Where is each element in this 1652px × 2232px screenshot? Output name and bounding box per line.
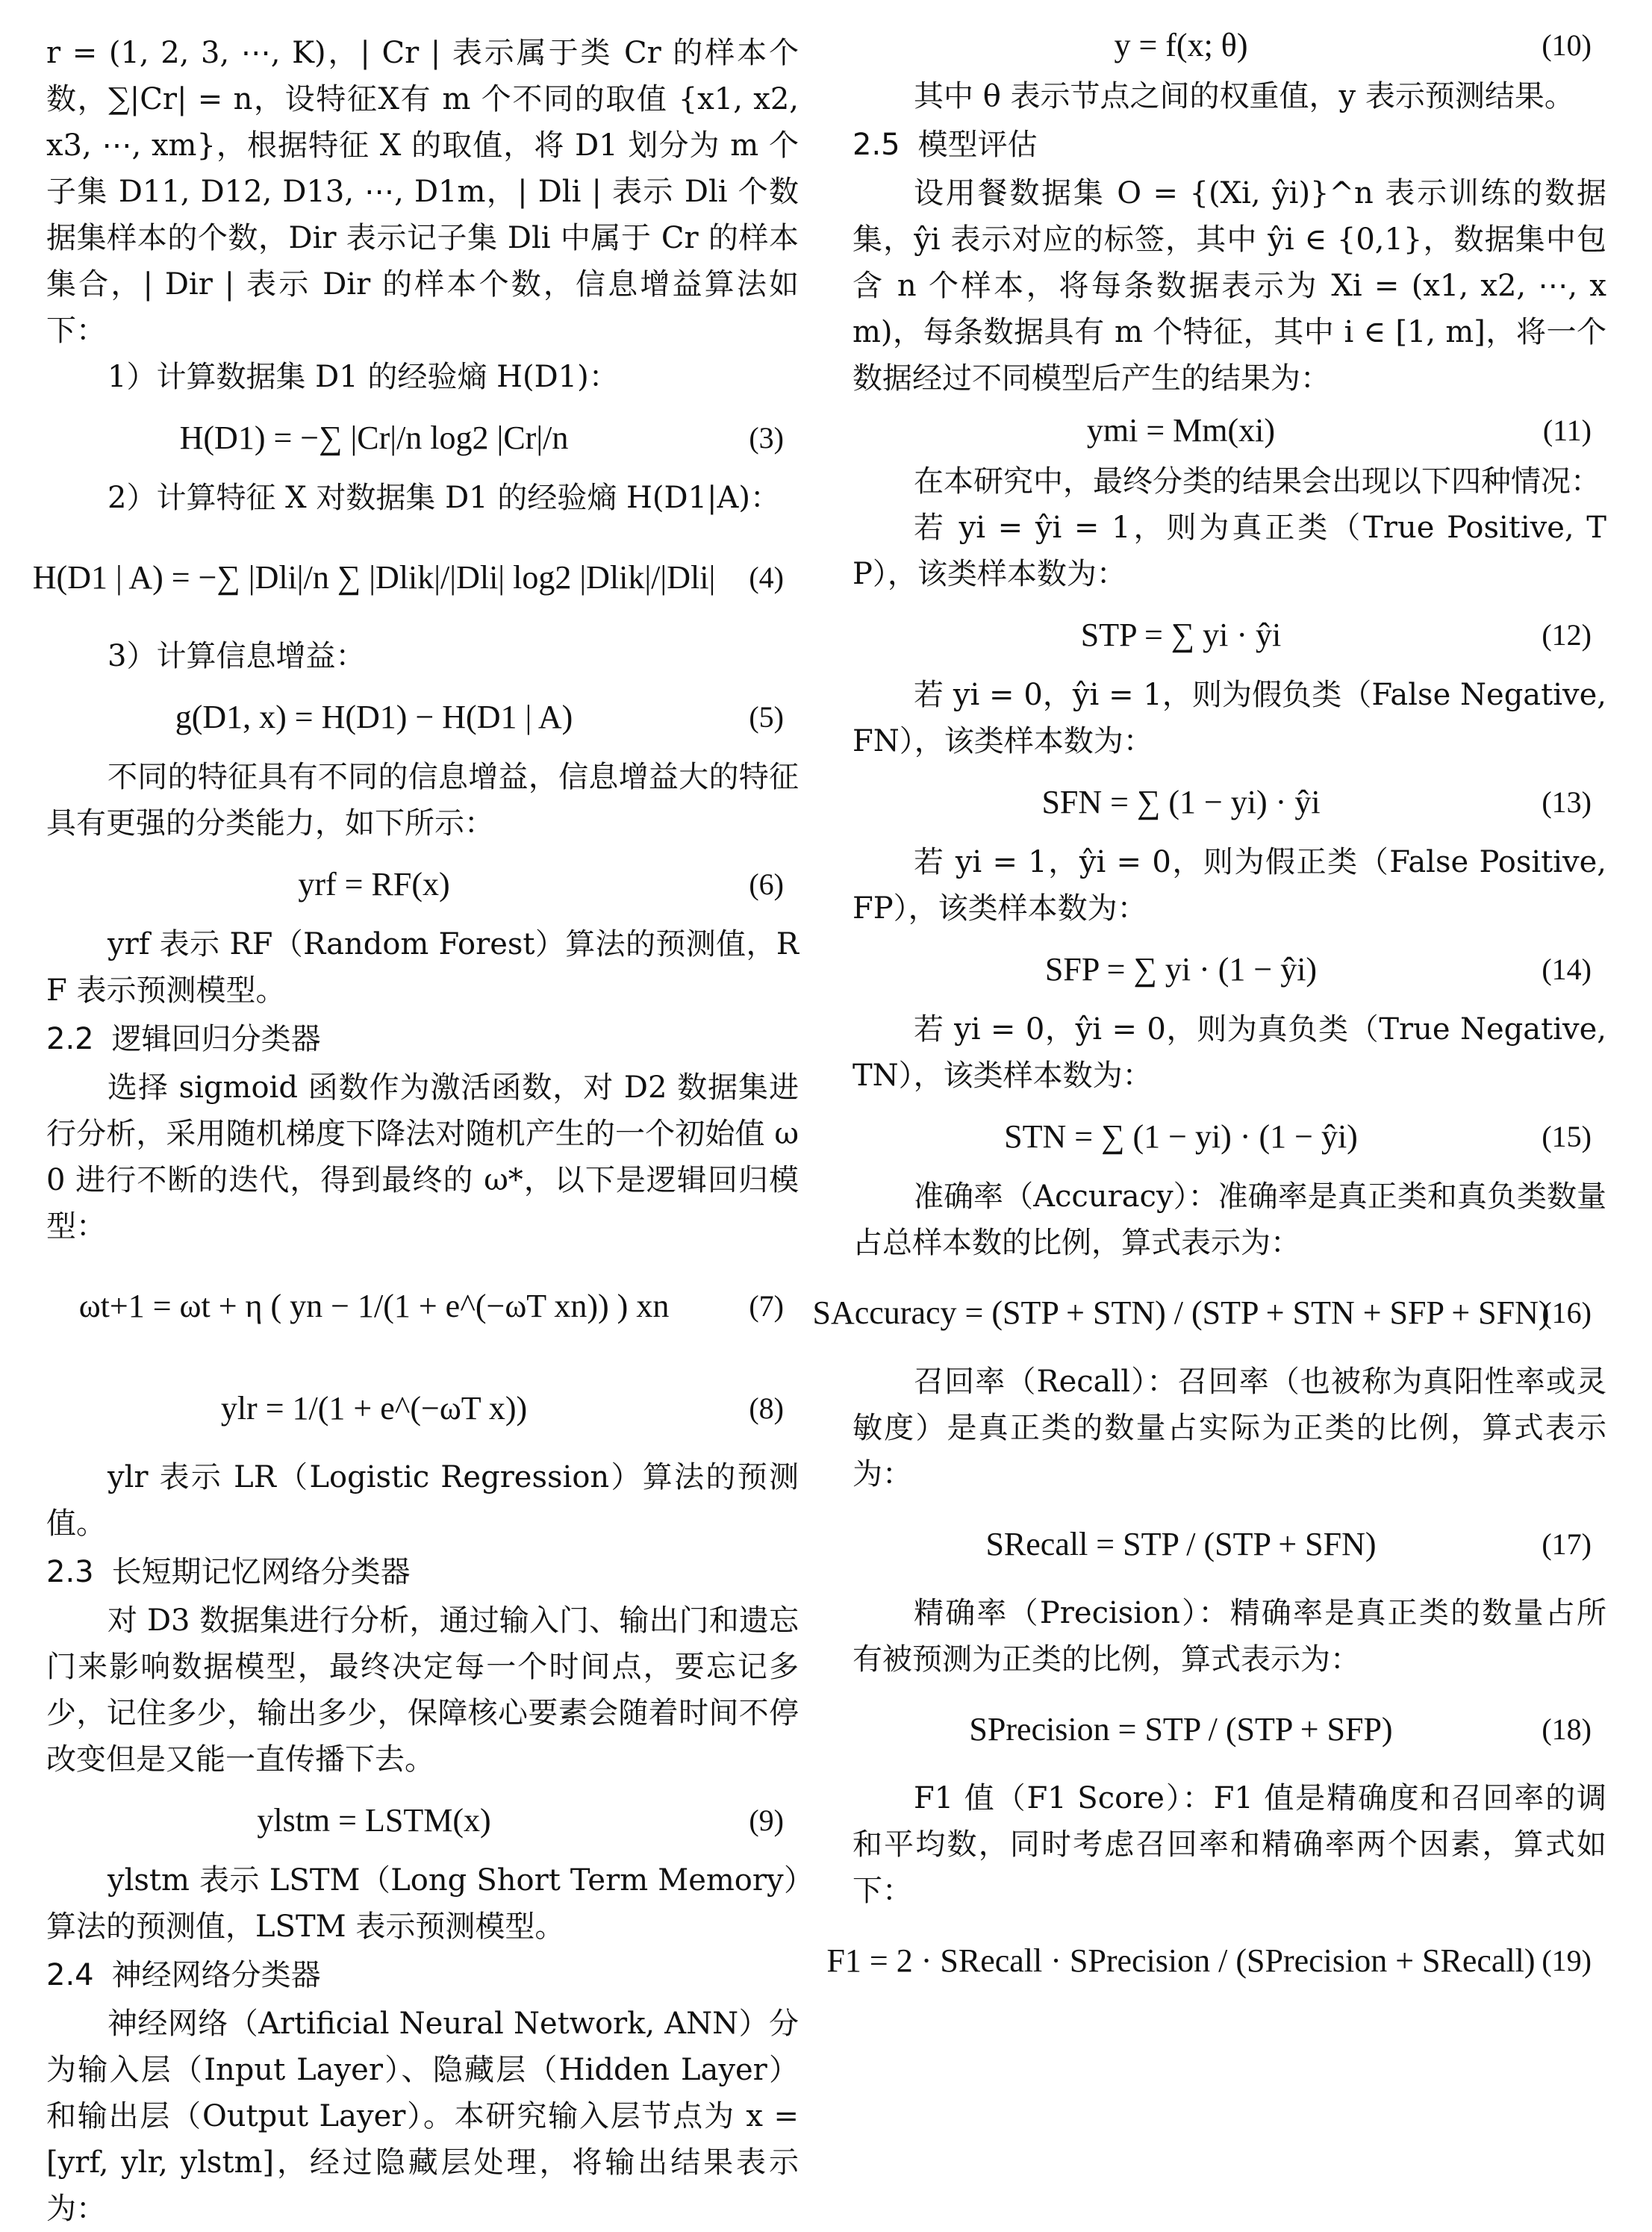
equation-19 (826, 1914, 1606, 2007)
section-number: 2.3 (46, 1555, 94, 1589)
equation-16-number: (16) (1542, 1295, 1592, 1329)
step-3: 3）计算信息增益： (107, 639, 366, 673)
lstm-description: ylstm 表示 LSTM（Long Short Term Memory）算法的预测值，LSTM 表示预测模型。 (46, 1863, 799, 1944)
equation-16-expr: SAccuracy = (STP + STN) / (STP + STN + SFP + SFN) (812, 1294, 1550, 1331)
equation-12-expr: STP = ∑ yi · ŷi (1080, 616, 1282, 653)
equation-3-expr: H(D1) = −∑ |Cr|/n log2 |Cr|/n (179, 419, 569, 456)
fn-paragraph: 若 yi = 0，ŷi = 1，则为假负类（False Negative, FN），该类样本数为： (853, 678, 1606, 758)
left-column (32, 30, 799, 2232)
section-title: 模型评估 (917, 128, 1038, 162)
equation-11-expr: ymi = Mm(xi) (1086, 411, 1276, 449)
equation-9-number: (9) (749, 1803, 784, 1837)
equation-15-expr: STN = ∑ (1 − yi) · (1 − ŷi) (1004, 1117, 1358, 1155)
equation-14-expr: SFP = ∑ yi · (1 − ŷi) (1044, 950, 1318, 988)
equation-3-number: (3) (749, 420, 784, 455)
step-1: 1）计算数据集 D1 的经验熵 H(D1)： (107, 360, 619, 394)
equation-17 (853, 1497, 1606, 1590)
step-2: 2）计算特征 X 对数据集 D1 的经验熵 H(D1|A)： (107, 481, 780, 515)
equation-12 (853, 597, 1606, 672)
equation-18-expr: SPrecision = STP / (STP + SFP) (969, 1710, 1393, 1748)
section-2-3-heading (46, 1548, 799, 1596)
equation-17-expr: SRecall = STP / (STP + SFN) (985, 1525, 1377, 1562)
equation-4-number: (4) (749, 560, 784, 594)
equation-8 (46, 1362, 799, 1454)
f1-paragraph: F1 值（F1 Score）：F1 值是精确度和召回率的调和平均数，同时考虑召回率和精确率两个因素，算式如下： (853, 1781, 1606, 1908)
equation-4 (32, 521, 799, 633)
section-number: 2.2 (46, 1022, 94, 1056)
equation-7-expr: ωt+1 = ωt + η ( yn − 1/(1 + e^(−ωT xn)) ) xn (78, 1287, 670, 1324)
section-2-2-heading (46, 1015, 799, 1063)
equation-11-number: (11) (1542, 413, 1592, 447)
lr-description: ylr 表示 LR（Logistic Regression）算法的预测值。 (46, 1460, 799, 1541)
tn-paragraph: 若 yi = 0，ŷi = 0，则为真负类（True Negative, TN），该类样本数为： (853, 1012, 1606, 1093)
equation-19-number: (19) (1542, 1943, 1592, 1977)
equation-10-expr: y = f(x; θ) (1114, 26, 1248, 63)
equation-12-number: (12) (1542, 617, 1592, 652)
equation-15 (853, 1099, 1606, 1173)
section-2-4-heading (46, 1951, 799, 1999)
equation-13 (853, 764, 1606, 839)
section-title: 长短期记忆网络分类器 (111, 1555, 411, 1589)
fp-paragraph: 若 yi = 1，ŷi = 0，则为假正类（False Positive, FP），该类样本数为： (853, 845, 1606, 926)
precision-paragraph: 精确率（Precision）：精确率是真正类的数量占所有被预测为正类的比例，算式表示为： (853, 1596, 1606, 1677)
section-number: 2.4 (46, 1958, 94, 1992)
equation-7 (46, 1250, 799, 1362)
info-gain-paragraph: 不同的特征具有不同的信息增益，信息增益大的特征具有更强的分类能力，如下所示： (46, 760, 799, 841)
rf-description: yrf 表示 RF（Random Forest）算法的预测值，RF 表示预测模型。 (46, 927, 799, 1008)
equation-10-number: (10) (1542, 28, 1592, 62)
equation-9 (46, 1783, 799, 1857)
section-number: 2.5 (853, 128, 900, 162)
equation-6-expr: yrf = RF(x) (298, 865, 450, 903)
equation-17-number: (17) (1542, 1527, 1592, 1561)
accuracy-paragraph: 准确率（Accuracy）：准确率是真正类和真负类数量占总样本数的比例，算式表示为： (853, 1179, 1606, 1260)
section-title: 神经网络分类器 (111, 1958, 321, 1992)
equation-8-expr: ylr = 1/(1 + e^(−ωT x)) (220, 1389, 528, 1427)
equation-6-number: (6) (749, 867, 784, 901)
equation-11 (853, 402, 1606, 458)
equation-3 (46, 400, 799, 475)
tp-paragraph: 若 yi = ŷi = 1，则为真正类（True Positive, TP），该类样本数为： (853, 511, 1606, 591)
info-gain-intro: r = (1, 2, 3, ⋯, K)，| Cr | 表示属于类 Cr 的样本个数，∑|Cr| = n，设特征X有 m 个不同的取值 {x1, x2, x3, ⋯, xm}，根据特征 X 的取值，将 D1 划分为 m 个子集 D11, D12, D13, ⋯, D1m，| Dli | 表示 Dli 个数据集样本的个数，Dir 表示记子集 Dli 中属于 Cr 的样本集合，| Dir | 表示 Dir 的样本个数，信息增益算法如下： (46, 36, 799, 348)
right-column (812, 26, 1606, 2007)
equation-16 (812, 1266, 1606, 1359)
equation-5-number: (5) (749, 699, 784, 734)
equation-5 (46, 679, 799, 754)
equation-8-number: (8) (749, 1391, 784, 1425)
lstm-paragraph: 对 D3 数据集进行分析，通过输入门、输出门和遗忘门来影响数据模型，最终决定每一个时间点，要忘记多少，记住多少，输出多少，保障核心要素会随着时间不停改变但是又能一直传播下去。 (46, 1603, 799, 1777)
equation-18-number: (18) (1542, 1712, 1592, 1746)
recall-paragraph: 召回率（Recall）：召回率（也被称为真阳性率或灵敏度）是真正类的数量占实际为正类的比例，算式表示为： (853, 1365, 1606, 1491)
section-2-5-heading (853, 121, 1606, 169)
ann-paragraph: 神经网络（Artificial Neural Network, ANN）分为输入层（Input Layer）、隐藏层（Hidden Layer）和输出层（Output Layer）。本研究输入层节点为 x = [yrf, ylr, ylstm]，经过隐藏层处理，将输出结果表示为： (46, 2007, 799, 2226)
section-title: 逻辑回归分类器 (111, 1022, 321, 1056)
lr-paragraph: 选择 sigmoid 函数作为激活函数，对 D2 数据集进行分析，采用随机梯度下降法对随机产生的一个初始值 ω0 进行不断的迭代，得到最终的 ω*，以下是逻辑回归模型： (46, 1070, 799, 1244)
equation-5-expr: g(D1, x) = H(D1) − H(D1 | A) (175, 698, 573, 735)
equation-13-number: (13) (1542, 785, 1592, 819)
equation-6 (46, 847, 799, 921)
equation-14-number: (14) (1542, 952, 1592, 986)
equation-15-number: (15) (1542, 1119, 1592, 1153)
four-cases-paragraph: 在本研究中，最终分类的结果会出现以下四种情况： (914, 464, 1600, 499)
dataset-paragraph: 设用餐数据集 O = {(Xi, ŷi)}^n 表示训练的数据集，ŷi 表示对应的标签，其中 ŷi ∈ {0,1}，数据集中包含 n 个样本，将每条数据表示为 Xi = (x1, x2, ⋯, xm)，每条数据具有 m 个特征，其中 i ∈ [1, m]，将一个数据经过不同模型后产生的结果为： (853, 176, 1606, 396)
equation-19-expr: F1 = 2 · SRecall · SPrecision / (SPrecision + SRecall) (826, 1942, 1536, 1979)
equation-14 (853, 932, 1606, 1006)
equation-9-expr: ylstm = LSTM(x) (257, 1801, 491, 1839)
equation-4-expr: H(D1 | A) = −∑ |Dli|/n ∑ |Dlik|/|Dli| log2 |Dlik|/|Dli| (32, 558, 716, 596)
equation-7-number: (7) (749, 1288, 784, 1323)
equation-13-expr: SFN = ∑ (1 − yi) · ŷi (1041, 783, 1321, 820)
ann-output-description: 其中 θ 表示节点之间的权重值，y 表示预测结果。 (914, 79, 1574, 113)
equation-10 (853, 16, 1606, 73)
equation-18 (853, 1683, 1606, 1775)
